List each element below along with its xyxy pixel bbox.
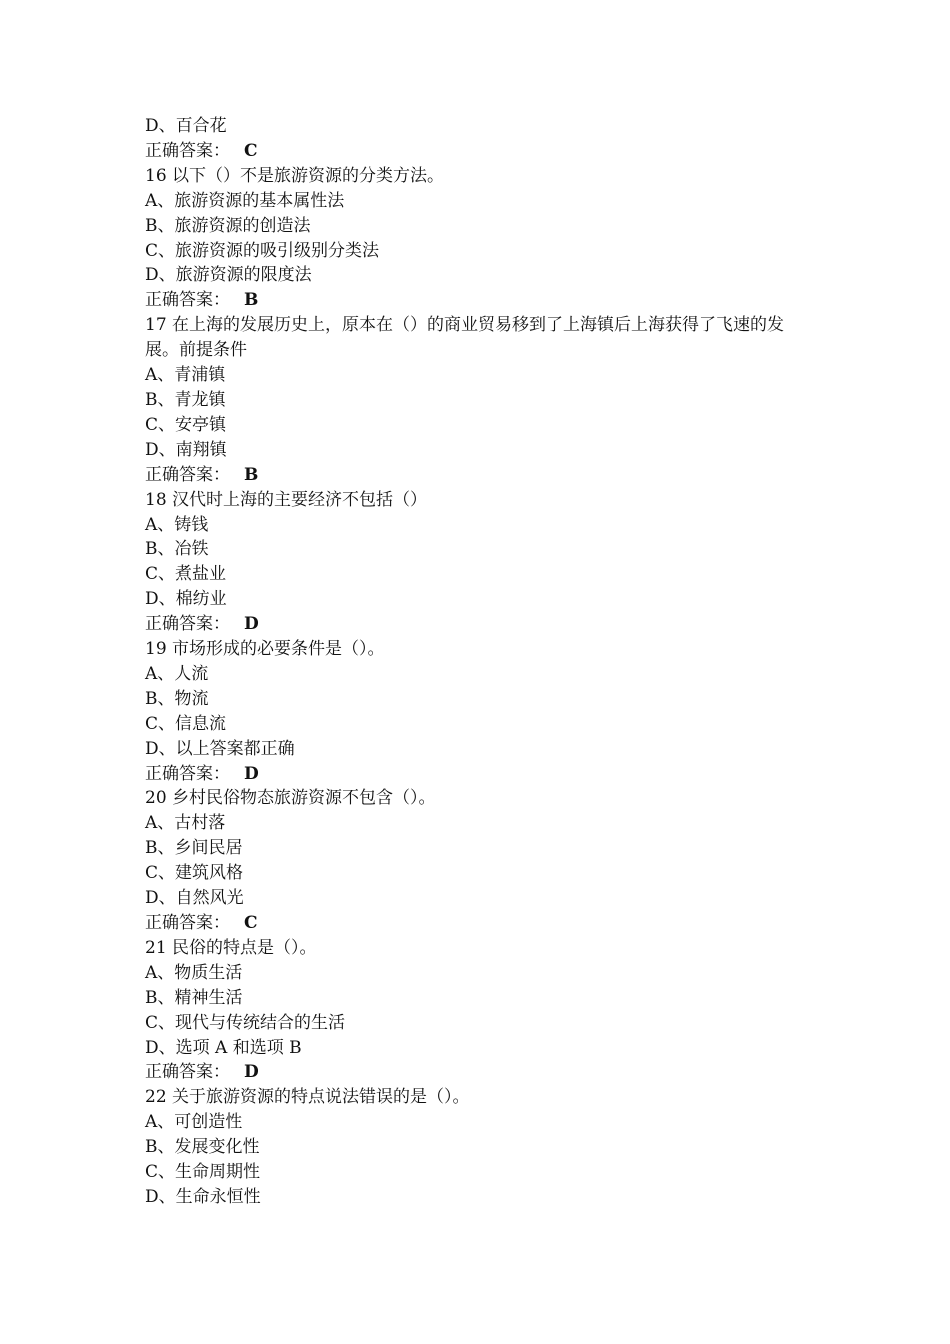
option-text: C、建筑风格 [145,863,244,884]
answer-label: 正确答案： [145,614,230,635]
option-text: A、古村落 [145,813,226,834]
question-text: 21 民俗的特点是（）。 [145,937,317,958]
option-text: B、精神生活 [145,987,243,1008]
option-text: B、旅游资源的创造法 [145,215,311,236]
answer-line [145,463,810,488]
answer-label: 正确答案： [145,290,230,311]
answer-line [145,288,810,313]
option-text: A、铸钱 [145,514,209,535]
answer-label: 正确答案： [145,913,230,933]
option-text: C、煮盐业 [145,564,227,585]
document-page [145,114,810,1210]
answer-value: C [244,913,258,933]
answer-line [145,612,810,637]
option-text: C、生命周期性 [145,1162,261,1183]
answer-value: B [244,290,259,311]
option-text: A、青浦镇 [145,365,226,386]
option-text: C、安亭镇 [145,414,227,435]
question-text: 22 关于旅游资源的特点说法错误的是（）。 [145,1087,470,1108]
answer-line [145,1060,810,1085]
question-text: 16 以下（）不是旅游资源的分类方法。 [145,165,445,186]
answer-label: 正确答案： [145,1062,230,1083]
answer-value: D [244,614,259,635]
option-text: A、可创造性 [145,1112,243,1133]
answer-value: D [244,763,259,784]
question-text: 18 汉代时上海的主要经济不包括（） [145,489,428,510]
option-text: C、旅游资源的吸引级别分类法 [145,240,380,261]
option-text: B、乡间民居 [145,838,243,859]
answer-value: D [244,1062,259,1083]
answer-value: B [244,464,259,485]
option-text: A、人流 [145,663,209,684]
answer-label: 正确答案： [145,464,230,485]
option-text: D、百合花 [145,116,227,136]
question-text: 17 在上海的发展历史上，原本在（）的商业贸易移到了上海镇后上海获得了飞速的发展。前提条件 [145,315,785,361]
option-text: D、生命永恒性 [145,1186,261,1207]
option-text: C、现代与传统结合的生活 [145,1012,346,1033]
option-text: D、选项 A 和选项 B [145,1037,302,1058]
answer-value: C [244,140,258,161]
answer-label: 正确答案： [145,140,230,161]
option-text: D、自然风光 [145,888,244,909]
option-text: D、旅游资源的限度法 [145,265,312,286]
option-text: B、青龙镇 [145,389,226,410]
answer-line [145,762,810,787]
option-text: D、以上答案都正确 [145,738,295,759]
answer-label: 正确答案： [145,763,230,784]
option-text: B、物流 [145,688,209,709]
option-text: D、棉纺业 [145,589,227,610]
answer-line [145,139,810,164]
answer-line [145,911,810,936]
option-text: D、南翔镇 [145,439,227,460]
option-text: A、旅游资源的基本属性法 [145,190,345,211]
question-text: 20 乡村民俗物态旅游资源不包含（）。 [145,788,436,809]
option-text: A、物质生活 [145,962,243,983]
question-text: 19 市场形成的必要条件是（）。 [145,639,385,660]
option-text: C、信息流 [145,713,227,734]
option-text: B、冶铁 [145,539,209,560]
option-text: B、发展变化性 [145,1137,260,1158]
